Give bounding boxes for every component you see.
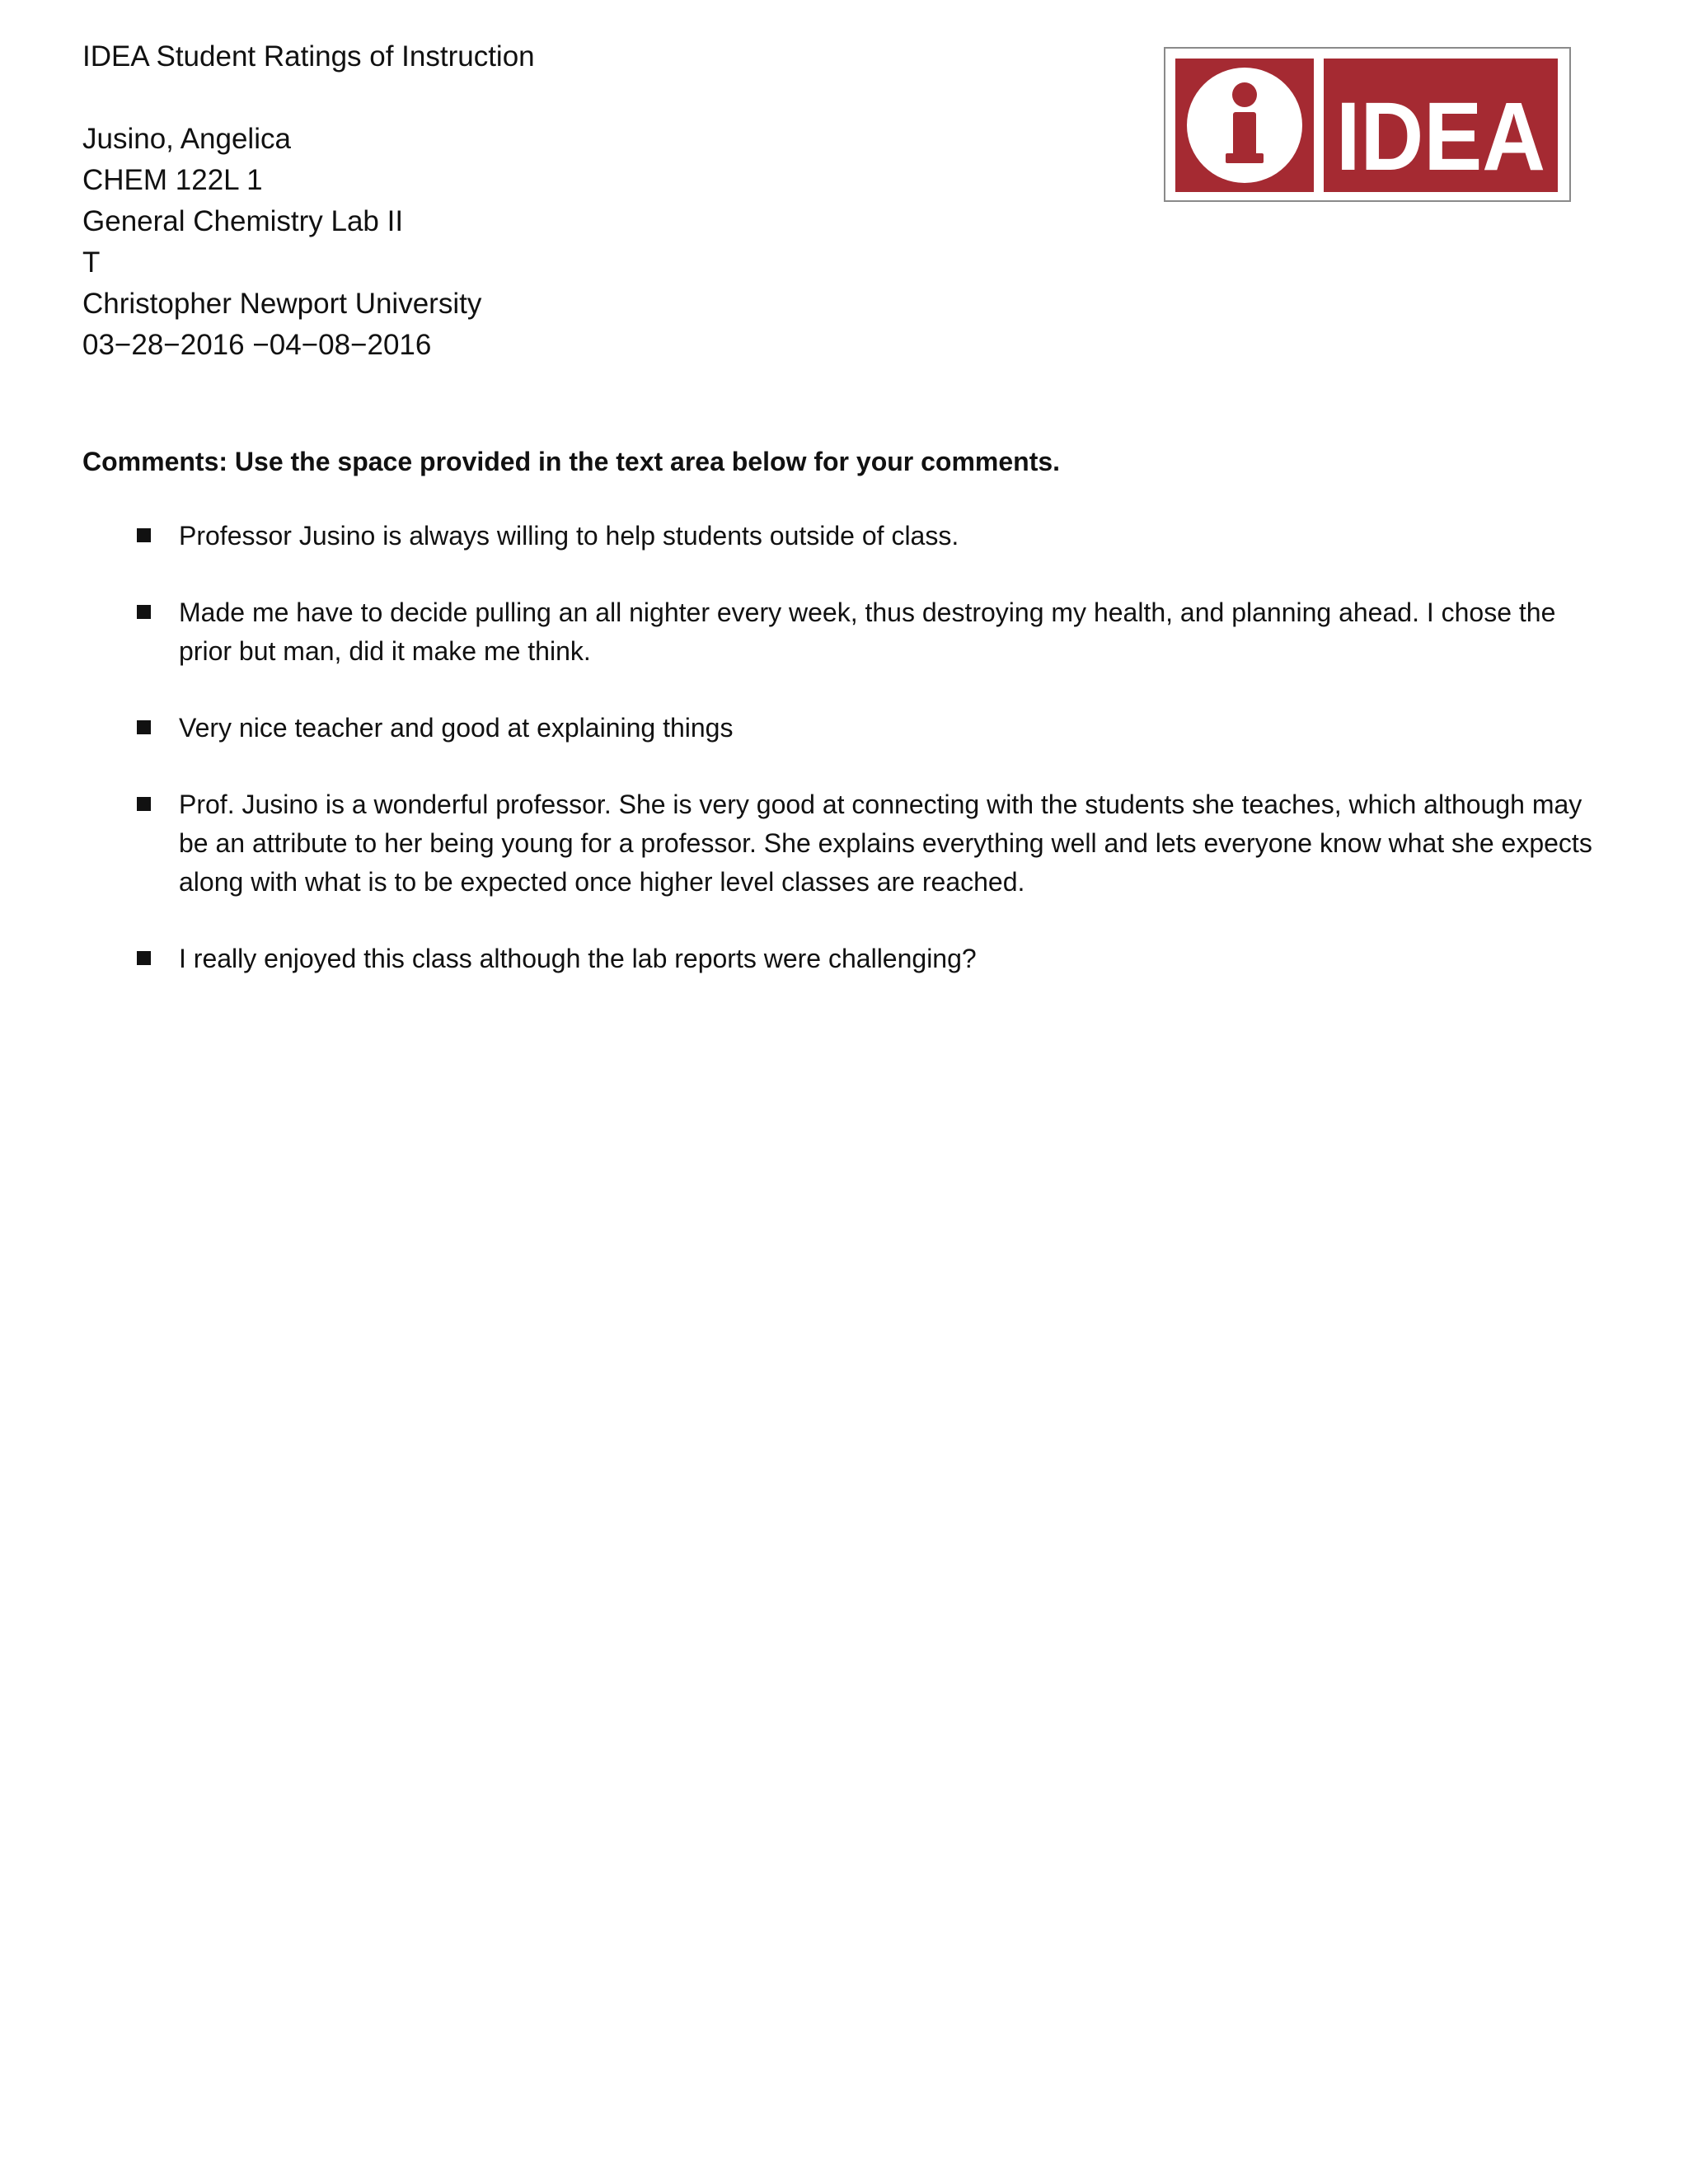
header-spacer xyxy=(82,77,1071,119)
course-name: General Chemistry Lab II xyxy=(82,205,404,237)
idea-logo xyxy=(1164,47,1571,202)
comment-text: Professor Jusino is always willing to help students outside of class. xyxy=(179,521,959,551)
info-i-base xyxy=(1226,153,1264,163)
comment-text: I really enjoyed this class although the lab reports were challenging? xyxy=(179,944,977,973)
comments-heading: Comments: Use the space provided in the text area below for your comments. xyxy=(82,447,1061,476)
course-code: CHEM 122L 1 xyxy=(82,164,263,196)
institution-name: Christopher Newport University xyxy=(82,288,482,320)
comment-item xyxy=(82,709,1599,748)
info-i-dot xyxy=(1232,82,1257,107)
comment-item xyxy=(82,593,1599,671)
term-code: T xyxy=(82,246,101,279)
logo-wordmark: IDEA xyxy=(1336,82,1545,191)
comments-list xyxy=(82,517,1599,1016)
report-header xyxy=(82,36,1071,366)
comment-item xyxy=(82,940,1599,978)
square-bullet-icon xyxy=(137,605,151,619)
square-bullet-icon xyxy=(137,797,151,811)
idea-logo-graphic xyxy=(1165,49,1569,200)
square-bullet-icon xyxy=(137,720,151,734)
comment-item xyxy=(82,785,1599,902)
square-bullet-icon xyxy=(137,951,151,965)
instructor-name: Jusino, Angelica xyxy=(82,123,291,155)
date-range: 03−28−2016 −04−08−2016 xyxy=(82,329,432,361)
report-title: IDEA Student Ratings of Instruction xyxy=(82,40,535,73)
comment-item xyxy=(82,517,1599,555)
comment-text: Very nice teacher and good at explaining things xyxy=(179,713,734,743)
square-bullet-icon xyxy=(137,528,151,542)
comment-text: Prof. Jusino is a wonderful professor. She is very good at connecting with the students she teaches, which although may be an attribute to her being young for a professor. She explains everything well and lets everyone know what she expects along with what is to be expected once higher level classes are reached. xyxy=(179,790,1592,897)
comment-text: Made me have to decide pulling an all nighter every week, thus destroying my health, and planning ahead. I chose the prior but man, did it make me think. xyxy=(179,598,1556,666)
